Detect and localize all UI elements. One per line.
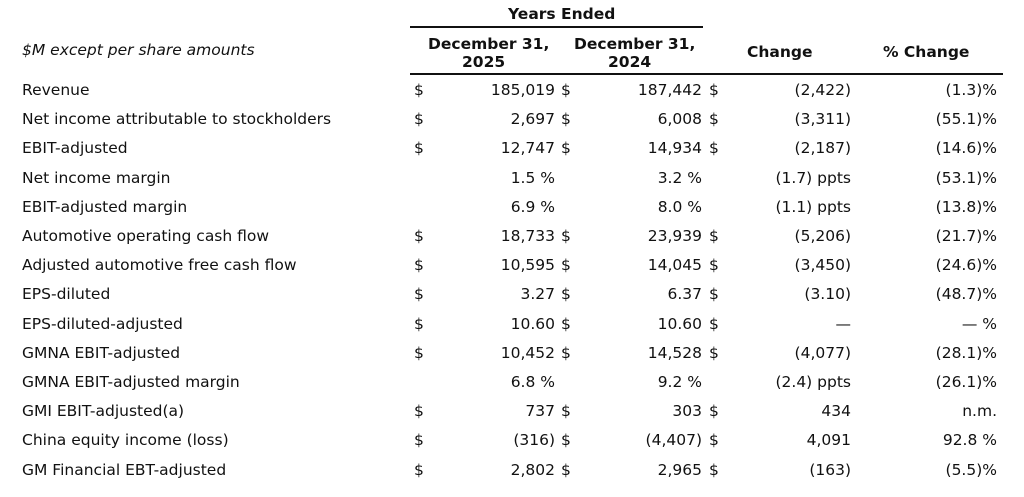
header-years-ended: Years Ended <box>508 5 616 23</box>
row-label: EBIT-adjusted margin <box>22 197 188 216</box>
value-2025: 737 <box>525 402 555 421</box>
dollar-sign-2025: $ <box>414 343 424 362</box>
value-pct-change: n.m. <box>962 402 997 421</box>
value-pct-change: (48.7)% <box>935 285 997 304</box>
dollar-sign-change: $ <box>709 139 719 158</box>
value-2024: 14,934 <box>647 139 702 158</box>
dollar-sign-2025: $ <box>414 139 424 158</box>
row-label: EBIT-adjusted <box>22 139 128 158</box>
value-pct-change: (5.5)% <box>945 460 997 479</box>
table-row <box>0 251 1024 280</box>
value-2024: 14,045 <box>647 256 702 275</box>
value-change: (4,077) <box>794 343 851 362</box>
row-label: China equity income (loss) <box>22 431 229 450</box>
value-pct-change: (13.8)% <box>935 197 997 216</box>
dollar-sign-2024: $ <box>561 227 571 245</box>
col-2025-header-line1: December 31, <box>428 35 550 53</box>
dollar-sign-change: $ <box>709 285 719 304</box>
dollar-sign-change: $ <box>709 460 719 479</box>
value-pct-change: 92.8 % <box>942 431 997 450</box>
value-pct-change: (14.6)% <box>935 139 997 158</box>
value-change: 434 <box>821 402 851 421</box>
value-change: (163) <box>809 460 851 479</box>
value-change: (1.1) ppts <box>775 197 851 216</box>
value-2024: 3.2 % <box>657 168 702 187</box>
header-rule-bottom <box>410 73 1003 75</box>
table-row <box>0 193 1024 222</box>
value-pct-change: (24.6)% <box>935 256 997 275</box>
table-row <box>0 164 1024 193</box>
value-change: 4,091 <box>806 431 851 450</box>
value-change: (2.4) ppts <box>775 373 851 391</box>
dollar-sign-2024: $ <box>561 314 571 333</box>
value-pct-change: (28.1)% <box>935 343 997 362</box>
table-row <box>0 339 1024 368</box>
row-label: Net income margin <box>22 168 171 187</box>
table-row <box>0 426 1024 455</box>
value-2024: 6,008 <box>657 110 702 129</box>
value-2024: 14,528 <box>647 343 702 362</box>
value-pct-change: (21.7)% <box>935 227 997 245</box>
dollar-sign-change: $ <box>709 314 719 333</box>
table-row <box>0 397 1024 426</box>
dollar-sign-2025: $ <box>414 460 424 479</box>
row-label: GMNA EBIT-adjusted margin <box>22 373 240 391</box>
dollar-sign-2025: $ <box>414 402 424 421</box>
table-row <box>0 134 1024 163</box>
col-2024-header-line2: 2024 <box>608 53 652 71</box>
dollar-sign-change: $ <box>709 81 719 99</box>
value-change: (3,311) <box>794 110 851 129</box>
value-2025: 6.8 % <box>510 373 555 391</box>
value-2024: 9.2 % <box>657 373 702 391</box>
value-2025: 6.9 % <box>510 197 555 216</box>
value-change: (1.7) ppts <box>775 168 851 187</box>
value-2025: 10,595 <box>500 256 555 275</box>
dollar-sign-2025: $ <box>414 256 424 275</box>
col-pct-change-header: % Change <box>883 43 970 61</box>
col-change-header: Change <box>747 43 813 61</box>
row-label: Revenue <box>22 81 90 99</box>
value-2025: 2,697 <box>510 110 555 129</box>
dollar-sign-change: $ <box>709 227 719 245</box>
row-label: GM Financial EBT-adjusted <box>22 460 227 479</box>
table-row <box>0 76 1024 105</box>
value-change: (3,450) <box>794 256 851 275</box>
value-2024: 6.37 <box>667 285 702 304</box>
value-2024: 187,442 <box>637 81 702 99</box>
row-label: Net income attributable to stockholders <box>22 110 332 129</box>
dollar-sign-change: $ <box>709 110 719 129</box>
value-change: — <box>835 314 851 333</box>
dollar-sign-2024: $ <box>561 431 571 450</box>
row-label: GMNA EBIT-adjusted <box>22 343 181 362</box>
dollar-sign-2025: $ <box>414 110 424 129</box>
value-2025: 12,747 <box>500 139 555 158</box>
dollar-sign-2024: $ <box>561 81 571 99</box>
dollar-sign-2025: $ <box>414 81 424 99</box>
value-change: (2,422) <box>794 81 851 99</box>
row-label: Automotive operating cash flow <box>22 227 270 245</box>
value-2025: 2,802 <box>510 460 555 479</box>
value-2024: 8.0 % <box>657 197 702 216</box>
col-2024-header-line1: December 31, <box>574 35 696 53</box>
dollar-sign-2024: $ <box>561 402 571 421</box>
value-2025: 3.27 <box>520 285 555 304</box>
dollar-sign-2024: $ <box>561 256 571 275</box>
table-row <box>0 105 1024 134</box>
value-2025: 1.5 % <box>510 168 555 187</box>
value-2025: (316) <box>513 431 555 450</box>
dollar-sign-change: $ <box>709 256 719 275</box>
value-pct-change: — % <box>961 314 997 333</box>
dollar-sign-2024: $ <box>561 285 571 304</box>
header-rule-top <box>410 26 703 28</box>
value-2025: 185,019 <box>490 81 555 99</box>
dollar-sign-2025: $ <box>414 431 424 450</box>
table-row <box>0 280 1024 309</box>
table-row <box>0 222 1024 251</box>
dollar-sign-2024: $ <box>561 110 571 129</box>
dollar-sign-change: $ <box>709 402 719 421</box>
value-2025: 10,452 <box>500 343 555 362</box>
dollar-sign-2024: $ <box>561 343 571 362</box>
dollar-sign-2024: $ <box>561 139 571 158</box>
value-2025: 18,733 <box>500 227 555 245</box>
value-pct-change: (26.1)% <box>935 373 997 391</box>
dollar-sign-2025: $ <box>414 314 424 333</box>
row-label: EPS-diluted-adjusted <box>22 314 183 333</box>
value-2024: 2,965 <box>657 460 702 479</box>
col-2025-header-line2: 2025 <box>462 53 506 71</box>
value-2024: 10.60 <box>657 314 702 333</box>
value-change: (5,206) <box>794 227 851 245</box>
value-2025: 10.60 <box>510 314 555 333</box>
table-row <box>0 310 1024 339</box>
value-pct-change: (55.1)% <box>935 110 997 129</box>
table-row <box>0 368 1024 397</box>
dollar-sign-change: $ <box>709 431 719 450</box>
dollar-sign-2025: $ <box>414 285 424 304</box>
value-2024: 303 <box>672 402 702 421</box>
value-2024: (4,407) <box>645 431 702 450</box>
value-2024: 23,939 <box>647 227 702 245</box>
row-label: Adjusted automotive free cash flow <box>22 256 297 275</box>
value-change: (2,187) <box>794 139 851 158</box>
row-label: EPS-diluted <box>22 285 111 304</box>
value-pct-change: (1.3)% <box>945 81 997 99</box>
table-row <box>0 456 1024 485</box>
value-pct-change: (53.1)% <box>935 168 997 187</box>
dollar-sign-2024: $ <box>561 460 571 479</box>
row-label: GMI EBIT-adjusted(a) <box>22 402 185 421</box>
value-change: (3.10) <box>804 285 851 304</box>
dollar-sign-change: $ <box>709 343 719 362</box>
units-note: $M except per share amounts <box>22 41 255 59</box>
dollar-sign-2025: $ <box>414 227 424 245</box>
